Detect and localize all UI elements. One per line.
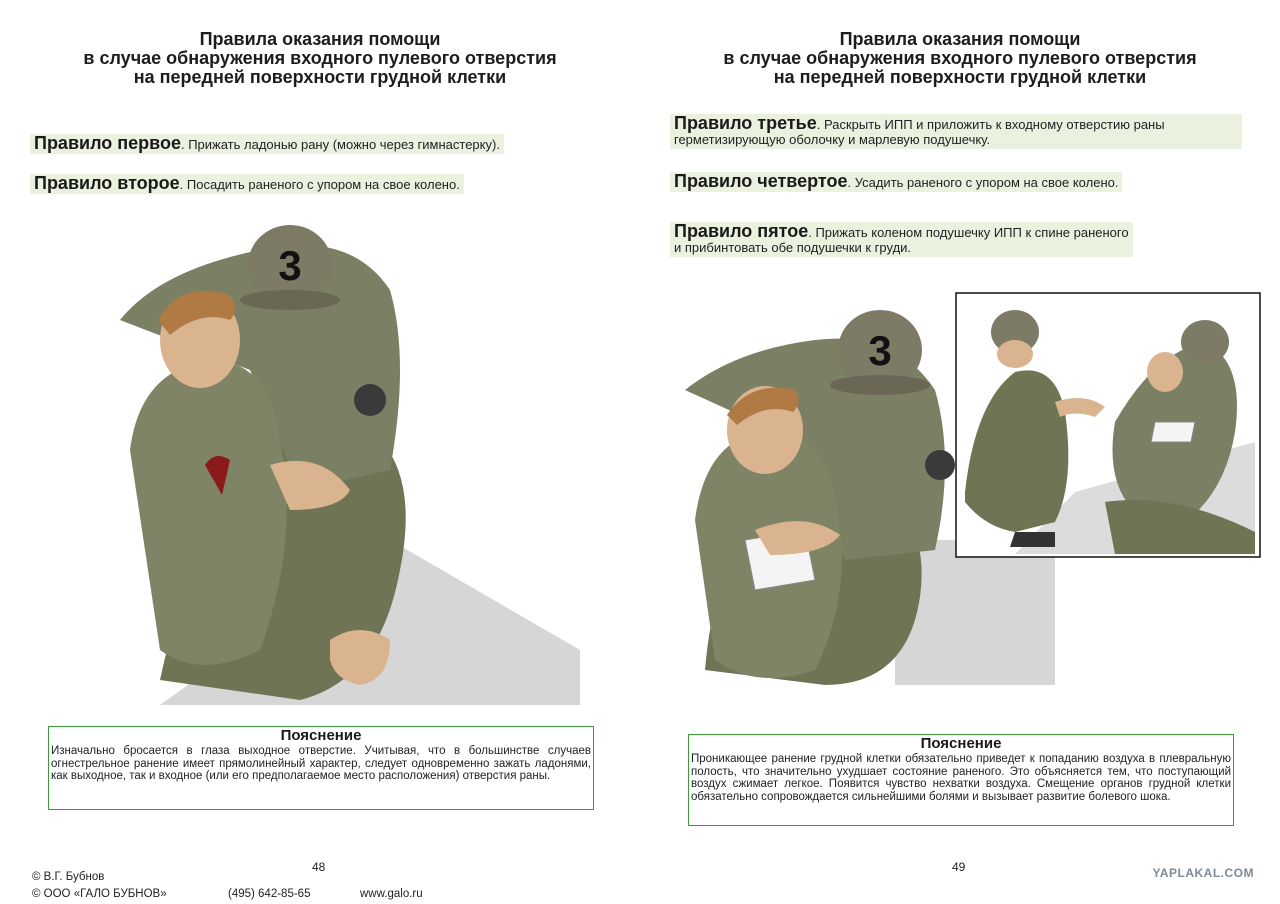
rule-second: Правило второе. Посадить раненого с упором на свое колено. xyxy=(30,174,464,194)
page-number: 48 xyxy=(312,860,326,874)
footer-author: © В.Г. Бубнов xyxy=(32,871,105,883)
explanation-text: Изначально бросается в глаза выходное отверстие. Учитывая, что в большинстве случаев огнестрельное ранение имеет прямолинейный характер, следует одновременно зажать ладонями, как выходное, так и входное (или его предполагаемое место расположения) отверстия раны. xyxy=(51,745,591,782)
rule-first: Правило первое. Прижать ладонью рану (можно через гимнастерку). xyxy=(30,134,504,154)
right-page xyxy=(640,0,1280,904)
rule-fifth: Правило пятое. Прижать коленом подушечку ИПП к спине раненого и прибинтовать обе подушечки к груди. xyxy=(670,222,1133,257)
footer-company: © ООО «ГАЛО БУБНОВ» xyxy=(32,888,167,900)
explanation-box xyxy=(48,726,594,810)
page-number: 49 xyxy=(952,860,966,874)
rule-fourth: Правило четвертое. Усадить раненого с упором на свое колено. xyxy=(670,172,1122,192)
helmet-number: 3 xyxy=(868,327,892,374)
explanation-heading: Пояснение xyxy=(920,735,1002,752)
watermark: YAPLAKAL.COM xyxy=(1152,866,1254,880)
page-title: Правила оказания помощи в случае обнаружения входного пулевого отверстия на передней поверхности грудной клетки xyxy=(723,29,1197,87)
inset-illustration-dragging xyxy=(955,292,1261,558)
illustration-soldier-first-aid xyxy=(100,210,580,710)
explanation-heading: Пояснение xyxy=(280,727,362,744)
rule-third: Правило третье. Раскрыть ИПП и приложить к входному отверстию раны герметизирующую оболочку и марлевую подушечку. xyxy=(670,114,1242,149)
explanation-text: Проникающее ранение грудной клетки обязательно приведет к попаданию воздуха в плевральную полость, что значительно ухудшает состояние раненого. Это объясняется тем, что поступающий воздух сжимает легкое. Появится чувство нехватки воздуха. Смещение органов грудной клетки обязательно сопровождается сильнейшими болями и вызывает развитие болевого шока. xyxy=(691,753,1231,803)
footer-website[interactable]: www.galo.ru xyxy=(360,888,423,900)
helmet-number: 3 xyxy=(278,242,302,289)
page-title: Правила оказания помощи в случае обнаружения входного пулевого отверстия на передней поверхности грудной клетки xyxy=(83,29,557,87)
footer-phone: (495) 642-85-65 xyxy=(228,888,311,900)
explanation-box xyxy=(688,734,1234,826)
